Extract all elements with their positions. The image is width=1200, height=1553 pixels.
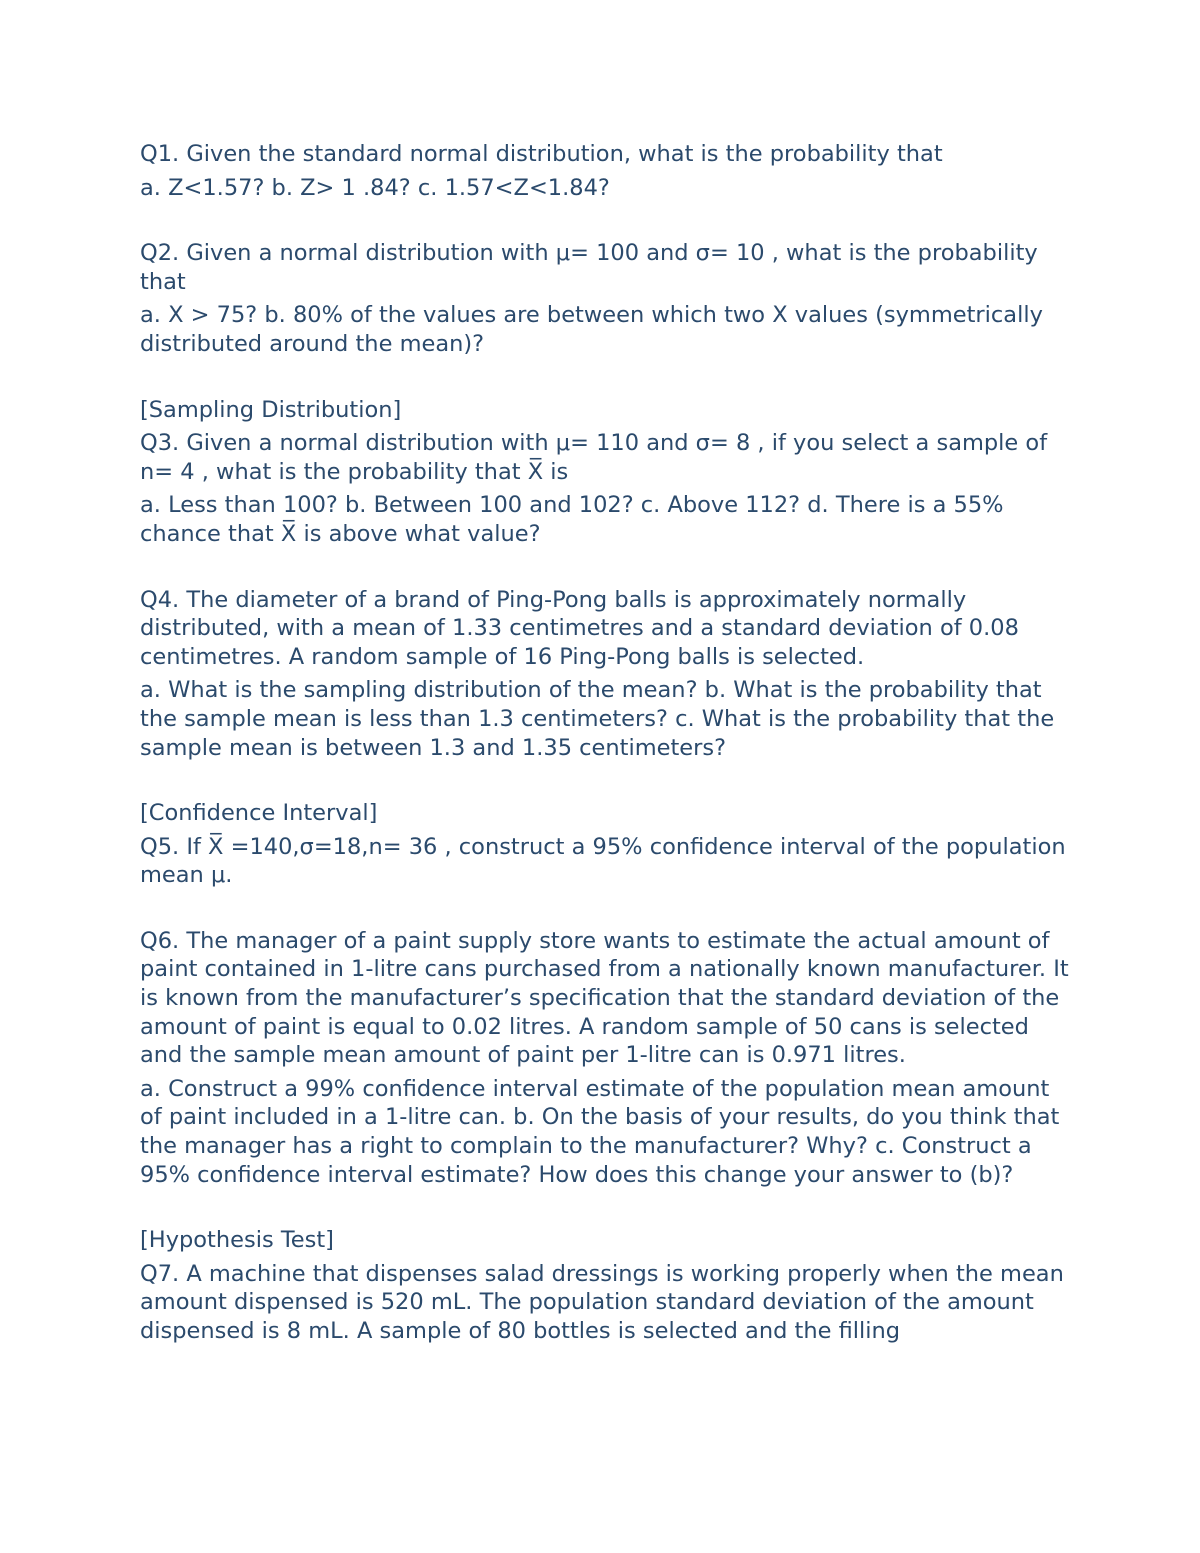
q3-stem: Q3. Given a normal distribution with μ= 110 and σ= 8 , if you select a sample of n= 4 , what is the probability that X̅ is	[140, 430, 1048, 485]
q6-parts: a. Construct a 99% confidence interval estimate of the population mean amount of paint included in a 1-litre can. b. On the basis of your results, do you think that the manager has a right to complain to the manufacturer? Why? c. Construct a 95% confidence interval estimate? How does this change your answer to (b)?	[140, 1075, 1060, 1188]
q1-parts: a. Z<1.57? b. Z> 1 .84? c. 1.57<Z<1.84?	[140, 174, 610, 201]
q3-parts: a. Less than 100? b. Between 100 and 102? c. Above 112? d. There is a 55% chance that X̅ is above what value?	[140, 492, 1004, 547]
q1-stem: Q1. Given the standard normal distribution, what is the probability that	[140, 141, 943, 167]
document-page	[140, 140, 1070, 1346]
q4-stem: Q4. The diameter of a brand of Ping-Pong balls is approximately normally distributed, with a mean of 1.33 centimetres and a standard deviation of 0.08 centimetres. A random sample of 16 Ping-Pong balls is selected.	[140, 586, 1019, 670]
q6-stem: Q6. The manager of a paint supply store wants to estimate the actual amount of paint contained in 1-litre cans purchased from a nationally known manufacturer. It is known from the manufacturer’s specification that the standard deviation of the amount of paint is equal to 0.02 litres. A random sample of 50 cans is selected and the sample mean amount of paint per 1-litre can is 0.971 litres.	[140, 927, 1069, 1069]
section-heading-confidence: [Confidence Interval]	[140, 800, 378, 827]
q2-parts: a. X > 75? b. 80% of the values are between which two X values (symmetrically distributed around the mean)?	[140, 302, 1043, 357]
q7-stem: Q7. A machine that dispenses salad dressings is working properly when the mean amount dispensed is 520 mL. The population standard deviation of the amount dispensed is 8 mL. A sample of 80 bottles is selected and the filling	[140, 1260, 1064, 1344]
section-heading-sampling: [Sampling Distribution]	[140, 396, 402, 423]
q5-stem: Q5. If X̅ =140,σ=18,n= 36 , construct a 95% confidence interval of the population mean μ.	[140, 833, 1066, 889]
q2-stem: Q2. Given a normal distribution with μ= 100 and σ= 10 , what is the probability that	[140, 240, 1038, 295]
section-heading-hypothesis: [Hypothesis Test]	[140, 1227, 334, 1254]
q4-parts: a. What is the sampling distribution of the mean? b. What is the probability that the sample mean is less than 1.3 centimeters? c. What is the probability that the sample mean is between 1.3 and 1.35 centimeters?	[140, 677, 1055, 761]
